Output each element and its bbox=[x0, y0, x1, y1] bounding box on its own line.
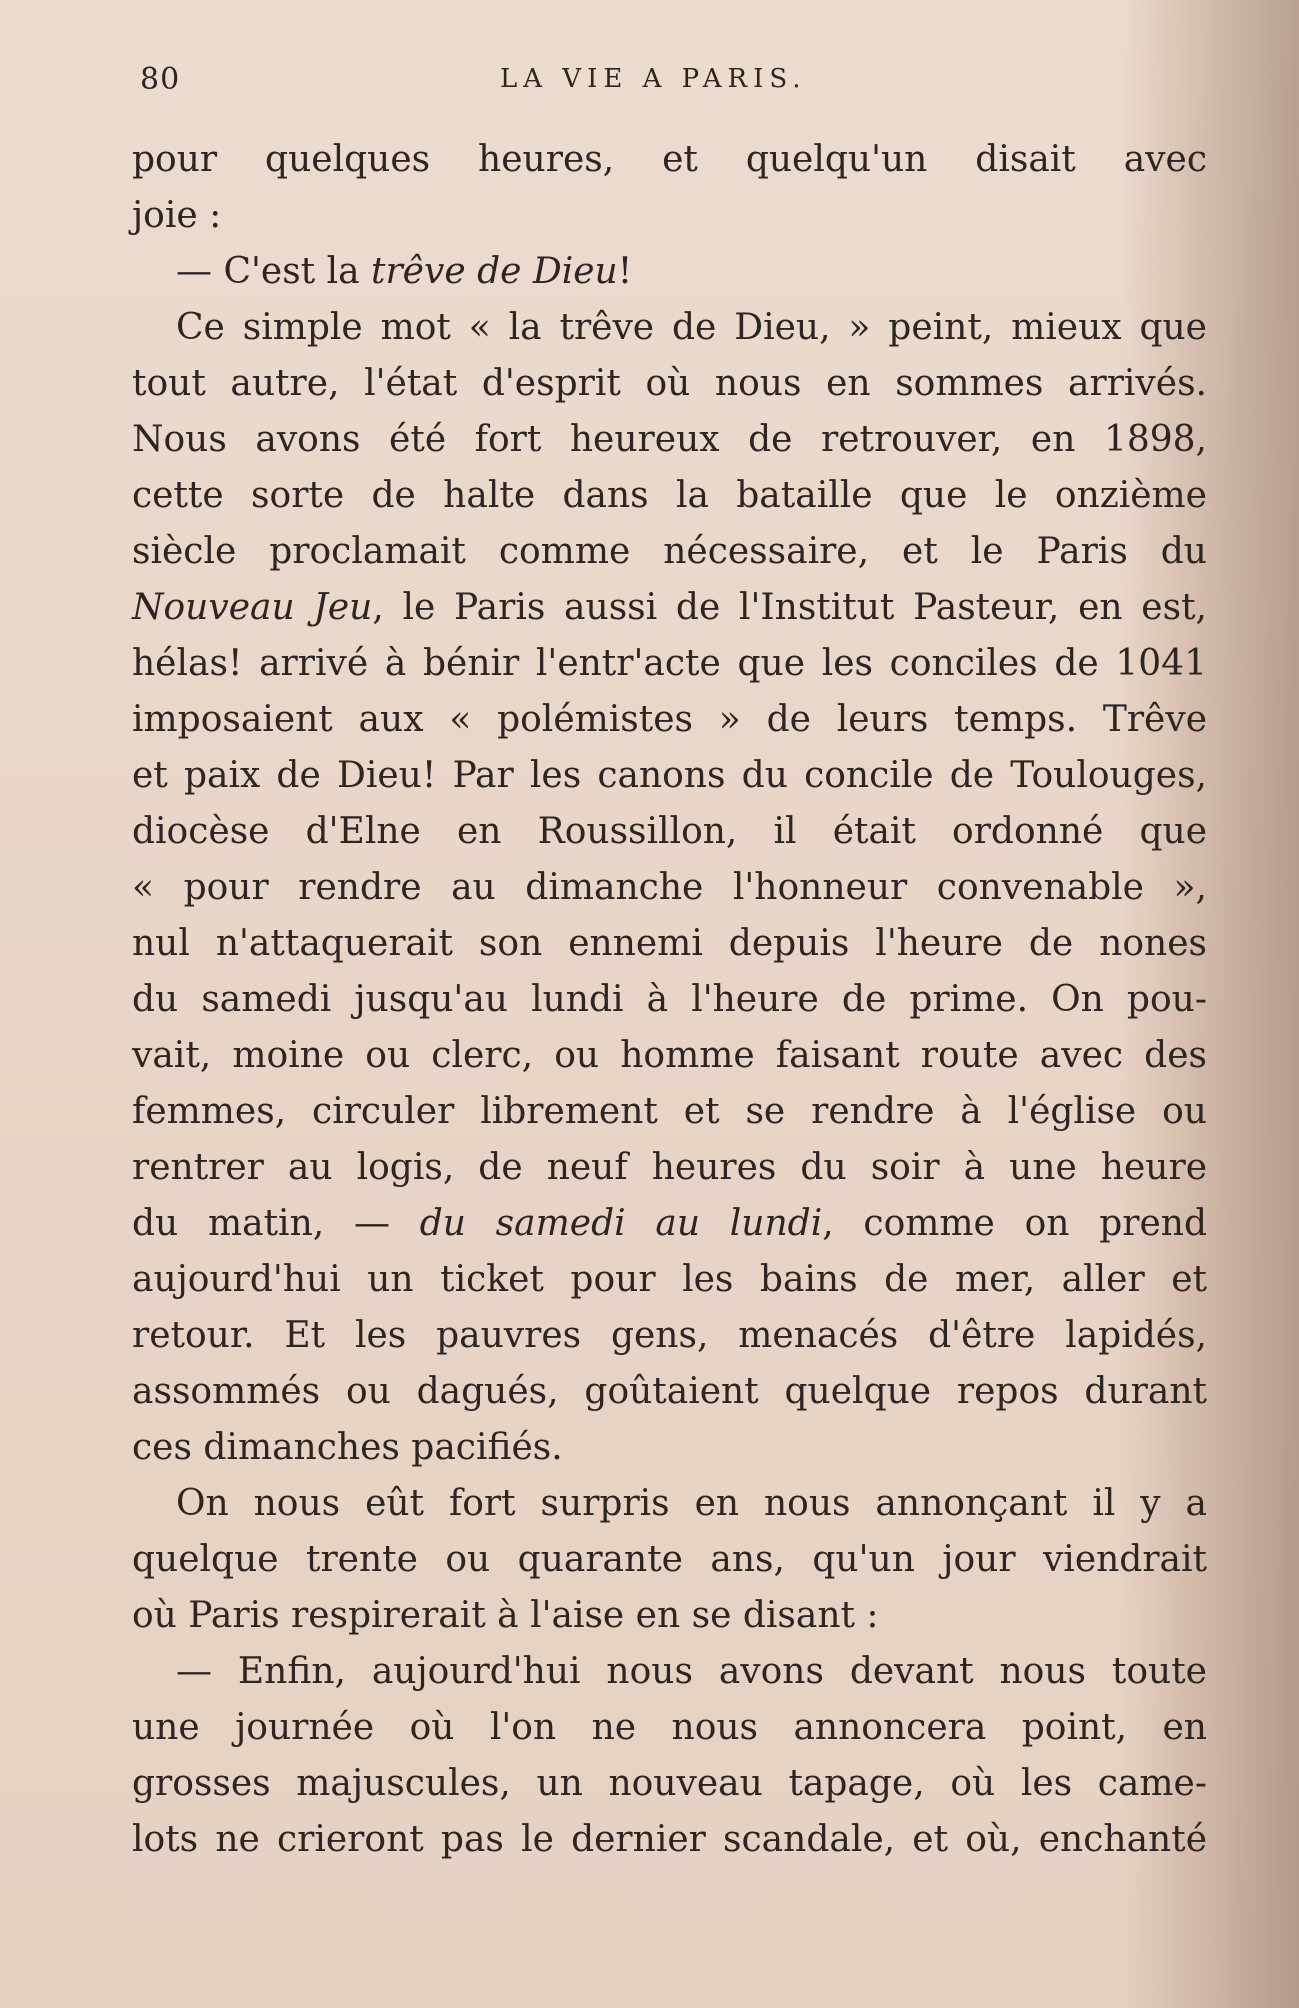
text-line: joie : bbox=[132, 195, 222, 236]
text-line: cette sorte de halte dans la bataille que le onzième bbox=[132, 475, 1207, 516]
text-line: assommés ou dagués, goûtaient quelque repos durant bbox=[132, 1371, 1207, 1412]
page-body bbox=[132, 132, 1207, 1868]
text-line: retour. Et les pauvres gens, menacés d'être lapidés, bbox=[132, 1315, 1207, 1356]
text-line: du samedi jusqu'au lundi à l'heure de prime. On pou- bbox=[132, 979, 1207, 1020]
text-line: diocèse d'Elne en Roussillon, il était ordonné que bbox=[132, 811, 1207, 852]
italic-text: trêve de Dieu bbox=[371, 251, 618, 292]
text-line: du matin, — du samedi au lundi, comme on prend bbox=[132, 1203, 1207, 1244]
text-line: où Paris respirerait à l'aise en se disant : bbox=[132, 1595, 879, 1636]
text-line: femmes, circuler librement et se rendre à l'église ou bbox=[132, 1091, 1207, 1132]
page-header bbox=[140, 62, 1170, 112]
text-line: On nous eût fort surpris en nous annonçant il y a bbox=[176, 1483, 1207, 1524]
italic-text: du samedi au lundi bbox=[419, 1203, 823, 1244]
text-line: vait, moine ou clerc, ou homme faisant route avec des bbox=[132, 1035, 1207, 1076]
text-line: aujourd'hui un ticket pour les bains de mer, aller et bbox=[132, 1259, 1207, 1300]
text-line: — Enfin, aujourd'hui nous avons devant nous toute bbox=[176, 1651, 1207, 1692]
text-line: Nous avons été fort heureux de retrouver, en 1898, bbox=[132, 419, 1207, 460]
text-line: — C'est la trêve de Dieu! bbox=[176, 251, 633, 292]
text-line: une journée où l'on ne nous annoncera point, en bbox=[132, 1707, 1207, 1748]
text-line: nul n'attaquerait son ennemi depuis l'heure de nones bbox=[132, 923, 1207, 964]
text-line: grosses majuscules, un nouveau tapage, où les came- bbox=[132, 1763, 1207, 1804]
text-line: hélas! arrivé à bénir l'entr'acte que les conciles de 1041 bbox=[132, 643, 1207, 684]
text-line: imposaient aux « polémistes » de leurs temps. Trêve bbox=[132, 699, 1207, 740]
text-line: pour quelques heures, et quelqu'un disait avec bbox=[132, 139, 1207, 180]
text-line: Ce simple mot « la trêve de Dieu, » peint, mieux que bbox=[176, 307, 1207, 348]
page-number: 80 bbox=[140, 62, 181, 97]
text-line: Nouveau Jeu, le Paris aussi de l'Institut Pasteur, en est, bbox=[132, 587, 1207, 628]
text-line: lots ne crieront pas le dernier scandale, et où, enchanté bbox=[132, 1819, 1207, 1860]
text-line: quelque trente ou quarante ans, qu'un jour viendrait bbox=[132, 1539, 1207, 1580]
text-line: et paix de Dieu! Par les canons du concile de Toulouges, bbox=[132, 755, 1207, 796]
text-line: tout autre, l'état d'esprit où nous en sommes arrivés. bbox=[132, 363, 1207, 404]
italic-text: Nouveau Jeu bbox=[132, 587, 373, 628]
text-line: ces dimanches pacifiés. bbox=[132, 1427, 563, 1468]
text-line: rentrer au logis, de neuf heures du soir à une heure bbox=[132, 1147, 1207, 1188]
running-title: LA VIE A PARIS. bbox=[500, 64, 807, 94]
text-line: siècle proclamait comme nécessaire, et le Paris du bbox=[132, 531, 1207, 572]
text-line: « pour rendre au dimanche l'honneur convenable », bbox=[132, 867, 1207, 908]
